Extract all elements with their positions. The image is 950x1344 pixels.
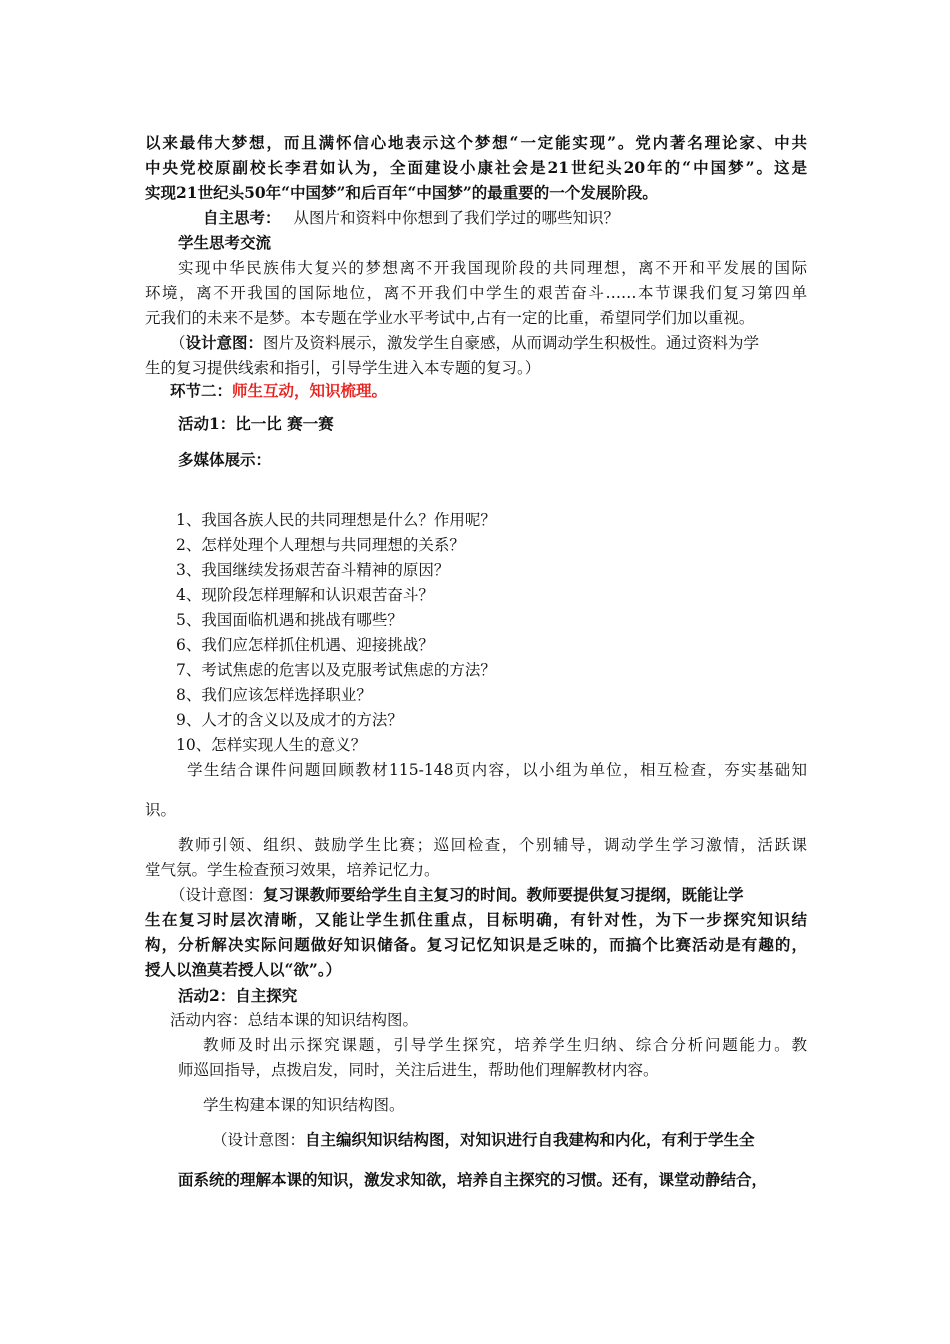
student-exchange-heading: 学生思考交流 — [178, 233, 272, 252]
step-2-label: 环节二： — [170, 381, 233, 400]
teacher-1-line-1: 教师引领、组织、鼓励学生比赛；巡回检查，个别辅导，调动学生学习激情，活跃课 — [178, 836, 807, 854]
intent-2-open: （设计意图： — [170, 886, 264, 904]
para-dream-line-3: 实现21世纪头50年“中国梦”和后百年“中国梦”的最重要的一个发展阶段。 — [145, 183, 658, 202]
review-line-1: 学生结合课件问题回顾教材115-148页内容，以小组为单位，相互检查，夯实基础知 — [187, 761, 807, 779]
intent-2-line-4: 授人以渔莫若授人以“欲”。） — [145, 960, 342, 979]
review-line-2: 识。 — [145, 801, 177, 819]
question-item: 6、我们应怎样抓住机遇、迎接挑战？ — [176, 636, 434, 654]
self-think-text: 从图片和资料中你想到了我们学过的哪些知识？ — [293, 209, 619, 227]
teacher-2-line-2: 师巡回指导，点拨启发，同时，关注后进生，帮助他们理解教材内容。 — [178, 1061, 659, 1079]
self-think-line — [203, 208, 619, 228]
intent-1-line-2: 生的复习提供线索和指引，引导学生进入本专题的复习。） — [145, 359, 541, 377]
question-item: 7、考试焦虑的危害以及克服考试焦虑的方法？ — [176, 661, 496, 679]
exchange-line-3: 元我们的未来不是梦。本专题在学业水平考试中,占有一定的比重，希望同学们加以重视。 — [145, 309, 755, 327]
intent-3-text: 自主编织知识结构图，对知识进行自我建构和内化，有利于学生全 — [305, 1130, 755, 1149]
question-item: 5、我国面临机遇和挑战有哪些？ — [176, 611, 403, 629]
activity-2-content: 活动内容：总结本课的知识结构图。 — [170, 1011, 419, 1029]
intent-3-line-2: 面系统的理解本课的知识，激发求知欲，培养自主探究的习惯。还有，课堂动静结合， — [178, 1170, 768, 1189]
step-2-title: 师生互动，知识梳理。 — [232, 381, 388, 400]
question-item: 8、我们应该怎样选择职业？ — [176, 686, 372, 704]
para-dream-line-1: 以来最伟大梦想，而且满怀信心地表示这个梦想“一定能实现”。党内著名理论家、中共 — [145, 133, 807, 152]
exchange-line-1: 实现中华民族伟大复兴的梦想离不开我国现阶段的共同理想，离不开和平发展的国际 — [178, 259, 807, 277]
intent-2-text: 复习课教师要给学生自主复习的时间。教师要提供复习提纲，既能让学 — [263, 885, 744, 904]
student-build-line: 学生构建本课的知识结构图。 — [203, 1096, 405, 1114]
activity-1-title: 活动1：比一比 赛一赛 — [178, 414, 334, 433]
question-item: 10、怎样实现人生的意义？ — [176, 736, 367, 754]
intent-2-line-1 — [170, 885, 744, 905]
intent-1-text: 图片及资料展示，激发学生自豪感，从而调动学生积极性。通过资料为学 — [263, 334, 760, 352]
intent-2-line-3: 构，分析解决实际问题做好知识储备。复习记忆知识是乏味的，而搞个比赛活动是有趣的， — [145, 935, 807, 954]
question-item: 1、我国各族人民的共同理想是什么？作用呢？ — [176, 511, 496, 529]
question-item: 3、我国继续发扬艰苦奋斗精神的原因？ — [176, 561, 450, 579]
intent-3-line-1 — [212, 1130, 755, 1150]
intent-1-line-1 — [170, 333, 759, 353]
teacher-1-line-2: 堂气氛。学生检查预习效果，培养记忆力。 — [145, 861, 440, 879]
intent-2-line-2: 生在复习时层次清晰，又能让学生抓住重点，目标明确，有针对性，为下一步探究知识结 — [145, 910, 807, 929]
self-think-label: 自主思考： — [203, 208, 281, 227]
intent-1-label: 设计意图： — [185, 333, 264, 352]
question-item: 4、现阶段怎样理解和认识艰苦奋斗？ — [176, 586, 434, 604]
activity-2-title: 活动2：自主探究 — [178, 986, 298, 1005]
exchange-line-2: 环境，离不开我国的国际地位，离不开我们中学生的艰苦奋斗……本节课我们复习第四单 — [145, 284, 807, 302]
question-item: 9、人才的含义以及成才的方法？ — [176, 711, 403, 729]
teacher-2-line-1: 教师及时出示探究课题，引导学生探究，培养学生归纳、综合分析问题能力。教 — [203, 1036, 807, 1054]
question-item: 2、怎样处理个人理想与共同理想的关系？ — [176, 536, 465, 554]
media-display-label: 多媒体展示： — [178, 450, 272, 469]
intent-1-open-paren: （ — [170, 334, 186, 352]
para-dream-line-2: 中央党校原副校长李君如认为，全面建设小康社会是21世纪头20年的“中国梦”。这是 — [145, 158, 807, 177]
intent-3-open: （设计意图： — [212, 1131, 306, 1149]
step-2-heading — [170, 381, 387, 401]
